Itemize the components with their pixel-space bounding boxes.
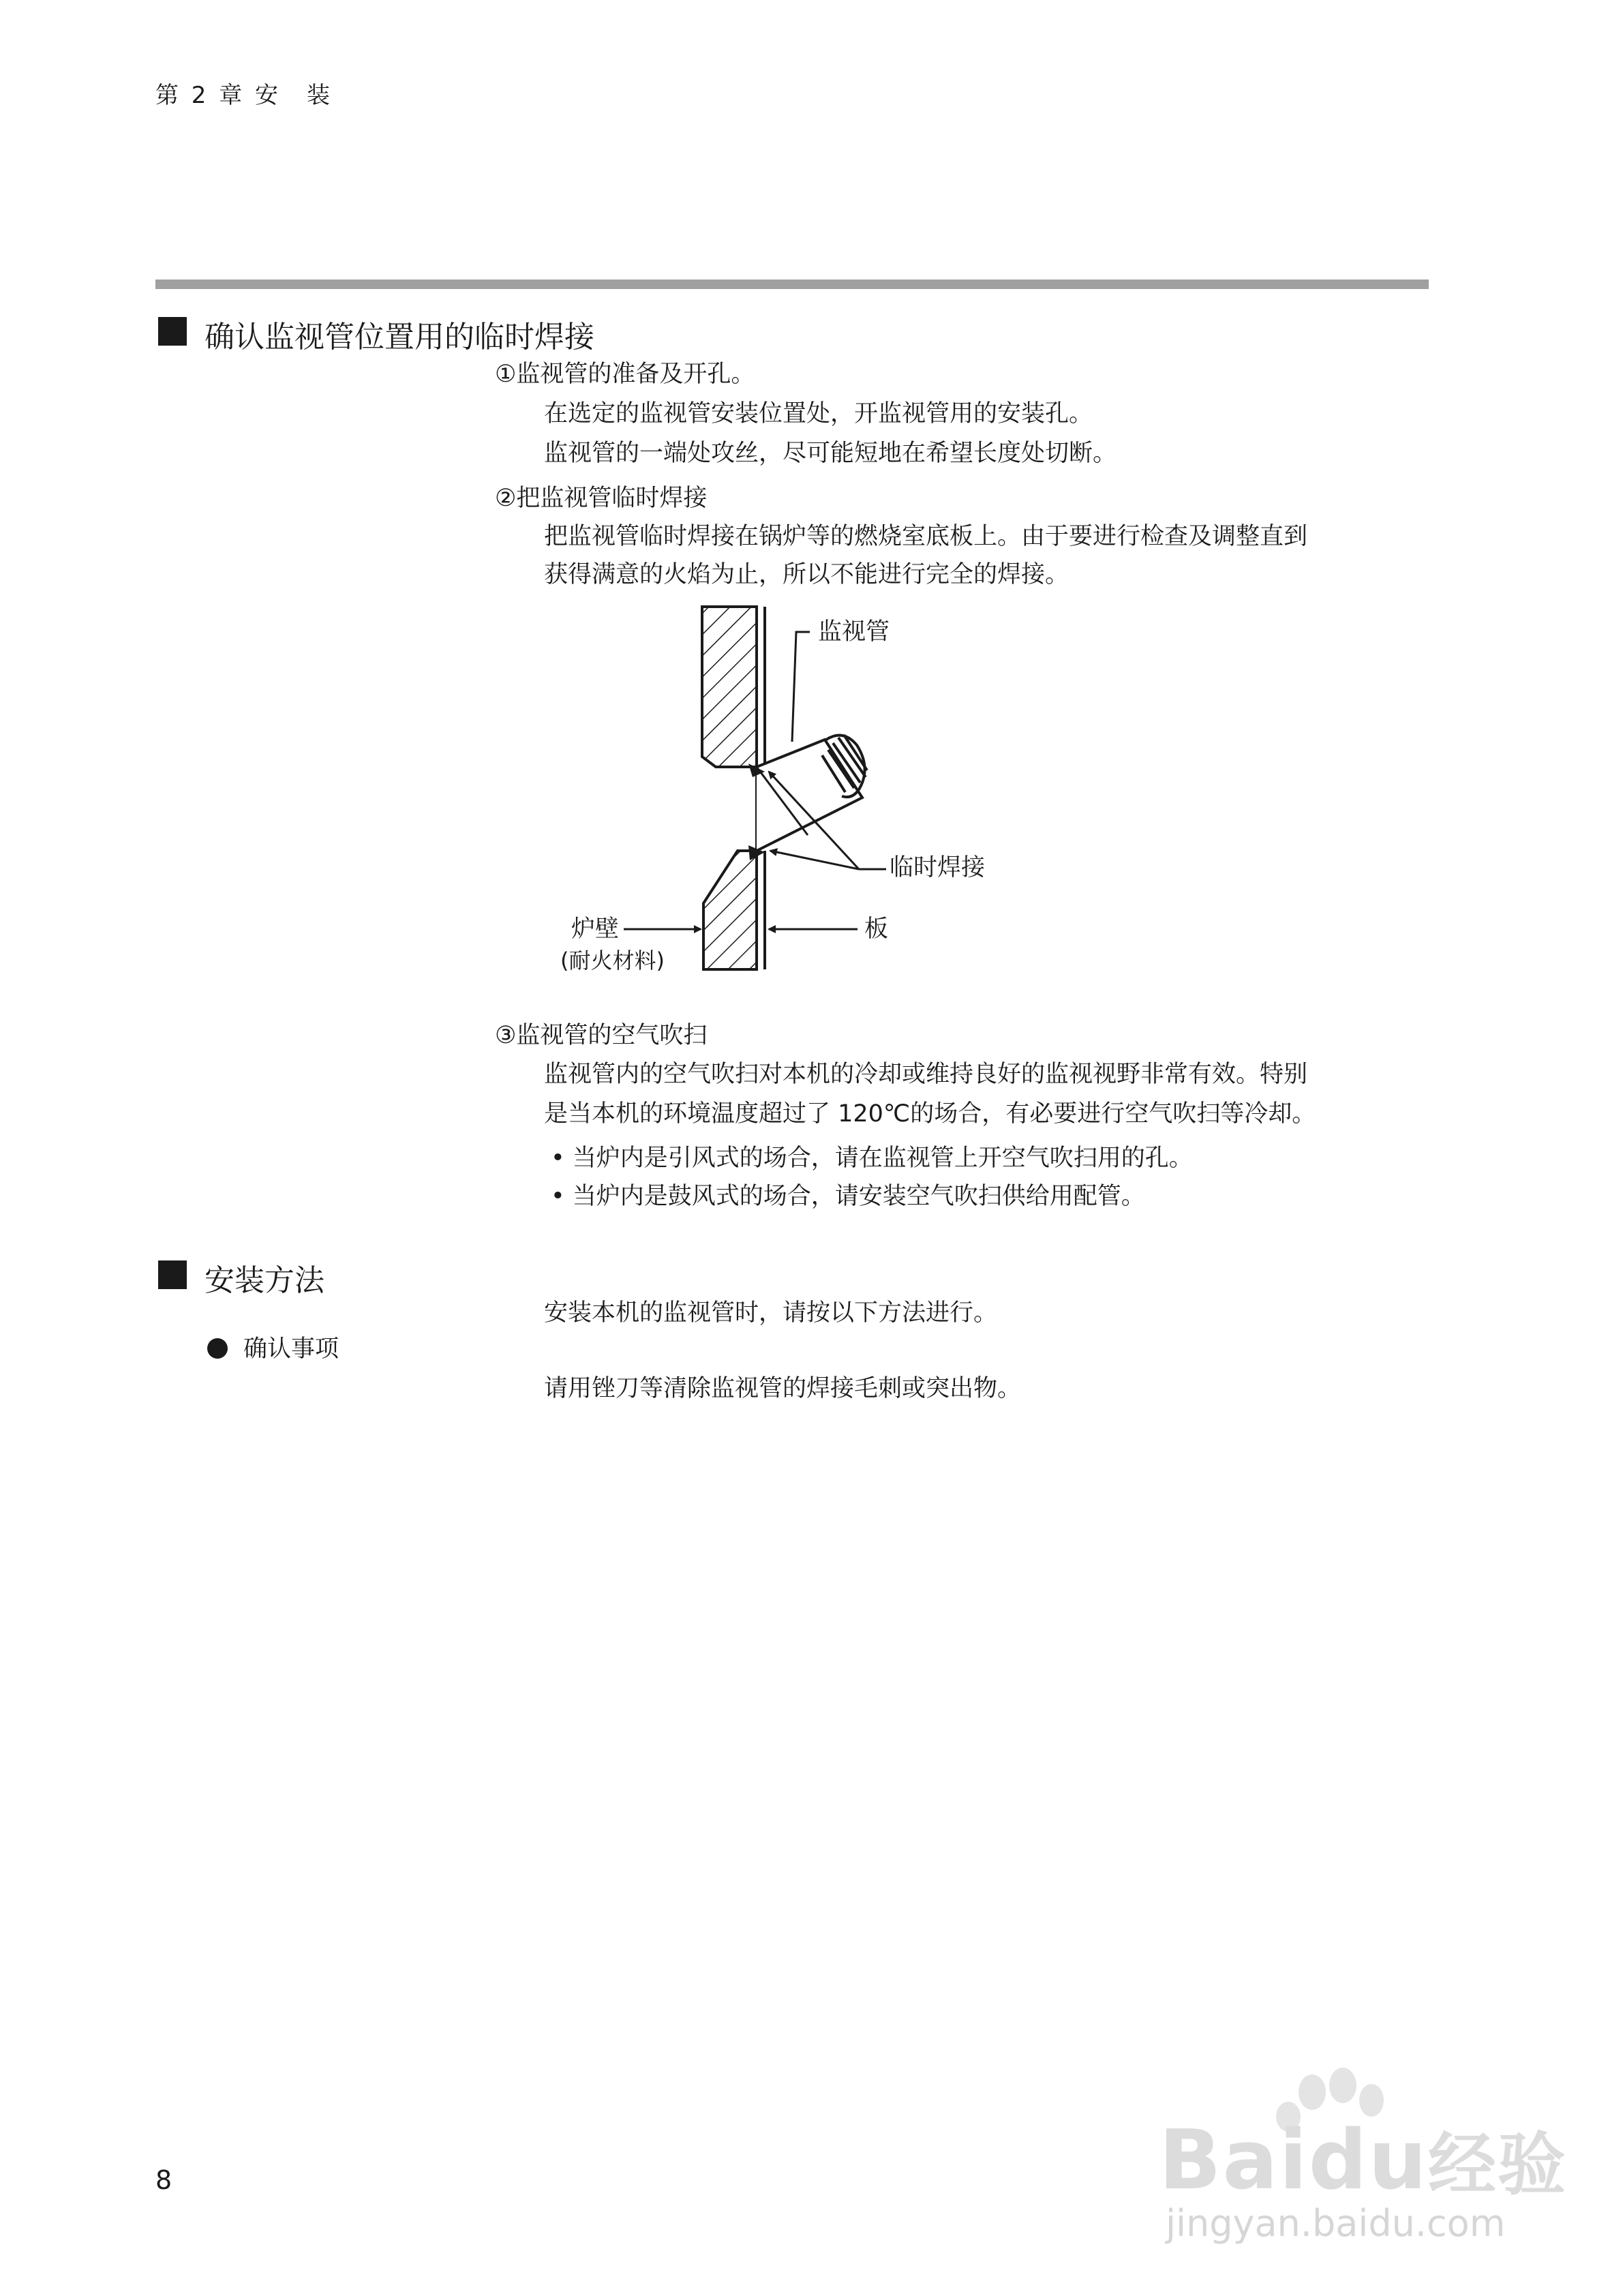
section-marker-square: [158, 317, 187, 346]
step3-line-2: 是当本机的环境温度超过了 120℃的场合，有必要进行空气吹扫等冷却。: [544, 1100, 1316, 1128]
baidu-watermark: [1159, 2062, 1567, 2245]
watermark-cn: 经验: [1427, 2125, 1567, 2205]
sight-tube: [757, 740, 862, 851]
label-furnace-wall: 炉壁: [571, 916, 620, 943]
step3-bullet-1: • 当炉内是引风式的场合，请在监视管上开空气吹扫用的孔。: [551, 1145, 1193, 1172]
page-number: 8: [155, 2165, 172, 2195]
step2-title: ②把监视管临时焊接: [495, 485, 708, 512]
upper-furnace-wall: [702, 607, 757, 767]
label-temp-weld: 临时焊接: [890, 854, 986, 881]
subsection-title: 确认事项: [243, 1335, 339, 1363]
watermark-brand-2: du: [1308, 2113, 1428, 2208]
watermark-url: jingyan.baidu.com: [1166, 2202, 1506, 2245]
step1-line-1: 在选定的监视管安装位置处，开监视管用的安装孔。: [544, 400, 1093, 427]
section2-intro: 安装本机的监视管时，请按以下方法进行。: [544, 1299, 998, 1327]
section-divider: [155, 280, 1429, 289]
section-marker-square: [158, 1260, 187, 1289]
label-sight-tube: 监视管: [818, 618, 890, 646]
step1-line-2: 监视管的一端处攻丝，尽可能短地在希望长度处切断。: [544, 440, 1117, 467]
label-plate: 板: [864, 916, 889, 943]
bullet-dot: [207, 1338, 228, 1359]
step3-line-1: 监视管内的空气吹扫对本机的冷却或维持良好的监视视野非常有效。特别: [544, 1061, 1308, 1088]
label-refractory: (耐火材料): [560, 948, 665, 973]
step2-line-2: 获得满意的火焰为止，所以不能进行完全的焊接。: [544, 561, 1070, 588]
lower-furnace-wall: [703, 851, 757, 969]
step2-line-1: 把监视管临时焊接在锅炉等的燃烧室底板上。由于要进行检查及调整直到: [544, 523, 1308, 550]
step3-bullet-2: • 当炉内是鼓风式的场合，请安装空气吹扫供给用配管。: [551, 1183, 1145, 1210]
tube-leader: [792, 632, 810, 742]
chapter-header: 第 2 章 安 装: [155, 82, 333, 109]
watermark-brand: Bai: [1159, 2113, 1309, 2208]
subsection-text: 请用锉刀等清除监视管的焊接毛刺或突出物。: [544, 1375, 1022, 1402]
section2-title: 安装方法: [204, 1263, 324, 1298]
step1-title: ①监视管的准备及开孔。: [495, 361, 755, 388]
step3-title: ③监视管的空气吹扫: [495, 1022, 708, 1049]
section1-title: 确认监视管位置用的临时焊接: [204, 320, 594, 354]
